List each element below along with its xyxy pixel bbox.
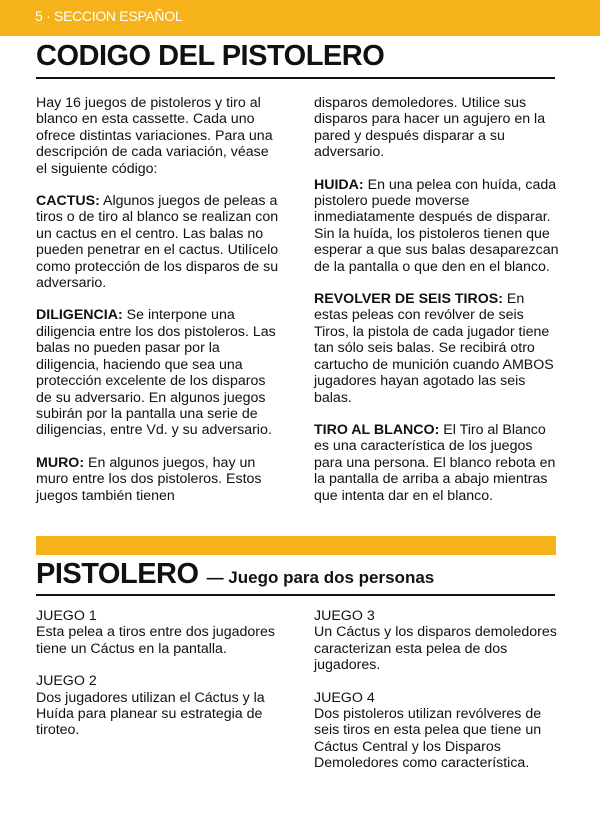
- section-band: [36, 536, 556, 555]
- code-text: El Tiro al Blanco es una característica de los juegos para una persona. El blanco rebota en la pantalla de arriba a abajo mientras que intenta dar en el blanco.: [314, 421, 556, 504]
- game-entry-3: [314, 608, 559, 674]
- game-heading: JUEGO 3: [314, 608, 375, 624]
- intro-paragraph: Hay 16 juegos de pistoleros y tiro al blanco en esta cassette. Cada uno ofrece distintas variaciones. Para una descripción de cada variación, véase el siguiente código:: [36, 95, 273, 177]
- pistolero-title-text: PISTOLERO: [36, 558, 199, 590]
- pistolero-rule: [36, 594, 555, 596]
- code-text: En algunos juegos, hay un muro entre los dos pistoleros. Estos juegos también tienen: [36, 454, 262, 504]
- code-term: REVOLVER DE SEIS TIROS:: [314, 291, 503, 308]
- games-column-right: [314, 608, 559, 788]
- game-heading: JUEGO 4: [314, 689, 375, 706]
- code-column-left: [36, 95, 281, 520]
- code-term: DILIGENCIA:: [36, 307, 123, 324]
- code-entry-cactus: [36, 193, 281, 291]
- pistolero-title: [36, 558, 434, 591]
- game-text: Esta pelea a tiros entre dos jugadores tiene un Cáctus en la pantalla.: [36, 624, 275, 657]
- games-column-left: [36, 608, 281, 755]
- code-column-right: [314, 95, 559, 520]
- code-entry-diligencia: [36, 307, 281, 438]
- game-heading: JUEGO 1: [36, 608, 97, 624]
- code-entry-muro-continued: [314, 95, 559, 161]
- code-text: disparos demoledores. Utilice sus disparos para hacer un agujero en la pared y después disparar a su adversario.: [314, 95, 546, 161]
- code-term: TIRO AL BLANCO:: [314, 421, 440, 438]
- game-heading: JUEGO 2: [36, 673, 97, 690]
- code-text: Se interpone una diligencia entre los dos pistoleros. Las balas no pueden pasar por la diligencia, haciendo que sea una protección excelente de los disparos de su adversario. En algunos juegos subirán por la pantalla una serie de diligencias, entre Vd. y su adversario.: [36, 307, 276, 439]
- game-entry-1: [36, 608, 281, 657]
- code-term: CACTUS:: [36, 193, 100, 210]
- pistolero-subtitle: — Juego para dos personas: [206, 568, 435, 587]
- game-entry-4: [314, 690, 559, 772]
- title-rule: [36, 77, 555, 79]
- code-text: Algunos juegos de peleas a tiros o de tiro al blanco se realizan con un cactus en el centro. Las balas no pueden penetrar en el cactus. Utilícelo como protección de los disparos de su adversario.: [36, 193, 279, 292]
- code-entry-tiro-al-blanco: [314, 422, 559, 504]
- section-tag: 5 · SECCION ESPAÑOL: [35, 8, 183, 24]
- code-term: HUIDA:: [314, 176, 364, 193]
- game-entry-2: [36, 673, 281, 739]
- game-text: Un Cáctus y los disparos demoledores caracterizan esta pelea de dos jugadores.: [314, 624, 557, 674]
- code-entry-huida: [314, 177, 559, 275]
- code-text: En una pelea con huída, cada pistolero puede moverse inmediatamente después de disparar. Sin la huída, los pistoleros tienen que esperar a que sus balas desaparezcan de la pantalla o que den en el blanco.: [314, 176, 559, 275]
- code-entry-muro: [36, 455, 281, 504]
- page-title: CODIGO DEL PISTOLERO: [36, 40, 385, 72]
- code-entry-revolver: [314, 291, 559, 406]
- code-term: MURO:: [36, 454, 85, 471]
- game-text: Dos jugadores utilizan el Cáctus y la Huída para planear su estrategia de tiroteo.: [36, 689, 265, 739]
- code-text: En estas peleas con revólver de seis Tiros, la pistola de cada jugador tiene tan sólo seis balas. Se recibirá otro cartucho de munición cuando AMBOS jugadores hayan agotado las seis balas.: [314, 291, 554, 406]
- game-text: Dos pistoleros utilizan revólveres de seis tiros en esta pelea que tiene un Cáctus Central y los Disparos Demoledores como característica.: [314, 706, 542, 772]
